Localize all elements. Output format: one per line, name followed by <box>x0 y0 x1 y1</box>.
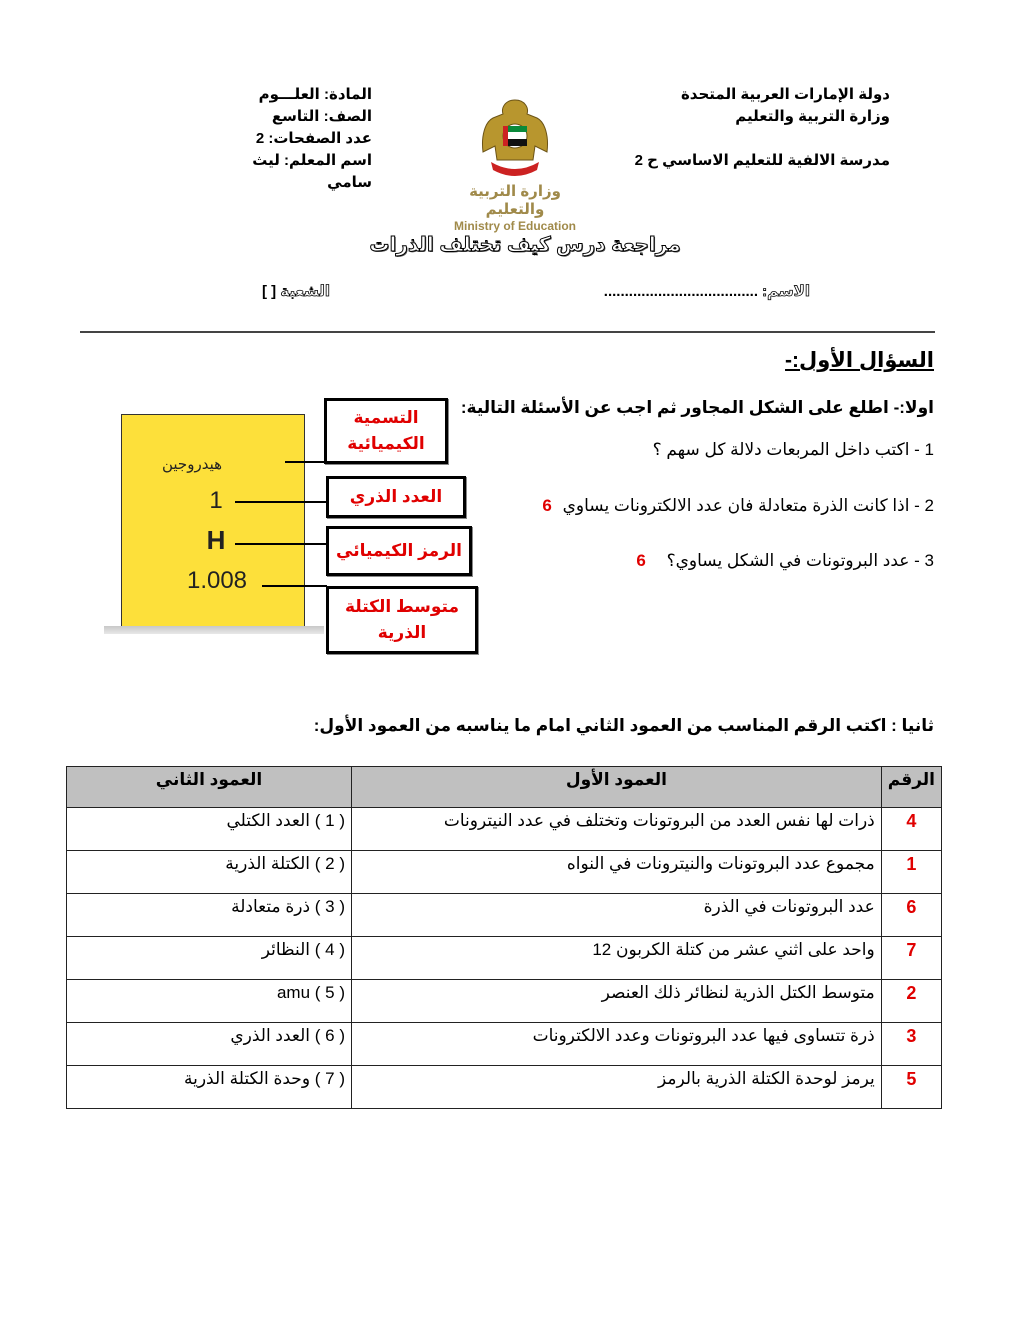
row-answer[interactable]: 2 <box>881 980 941 1023</box>
atomic-mass: 1.008 <box>186 567 248 594</box>
connector-line <box>262 585 327 587</box>
ministry-name: وزارة التربية والتعليم <box>735 108 890 125</box>
matching-table <box>66 766 942 1109</box>
logo-english-text: Ministry of Education <box>453 219 576 233</box>
table-row <box>67 1023 942 1066</box>
student-name-field[interactable] <box>604 282 810 300</box>
row-col2: ( 5 ) amu <box>67 980 352 1023</box>
question1-heading: السؤال الأول:- <box>785 349 934 372</box>
row-col1: واحد على اثني عشر من كتلة الكربون 12 <box>352 937 882 980</box>
section-label: الشعبة <box>280 283 331 300</box>
question1-item: 2 - اذا كانت الذرة متعادلة فان عدد الالكترونات يساوي 6 <box>542 496 934 515</box>
country-name: دولة الإمارات العربية المتحدة <box>680 86 890 103</box>
header-num: الرقم <box>881 767 941 808</box>
row-col2: ( 4 ) النظائر <box>67 937 352 980</box>
header-left <box>212 84 372 194</box>
ministry-logo <box>445 96 585 233</box>
row-col2: ( 3 ) ذرة متعادلة <box>67 894 352 937</box>
row-col1: متوسط الكتل الذرية لنظائر ذلك العنصر <box>352 980 882 1023</box>
subject-label: المادة: العلـــوم <box>258 86 372 103</box>
label-box-atomic-number[interactable]: العدد الذري <box>326 476 466 518</box>
element-symbol: H <box>206 525 226 555</box>
table-row <box>67 937 942 980</box>
answer-value: 6 <box>636 551 646 570</box>
row-answer[interactable]: 7 <box>881 937 941 980</box>
table-row <box>67 808 942 851</box>
row-col1: يرمز لوحدة الكتلة الذرية بالرمز <box>352 1066 882 1109</box>
row-col1: مجموع عدد البروتونات والنيترونات في النواه <box>352 851 882 894</box>
question1-part-a: اولا:- اطلع على الشكل المجاور ثم اجب عن الأسئلة التالية: <box>460 398 934 417</box>
table-row <box>67 1066 942 1109</box>
label-box-chemical-symbol[interactable]: الرمز الكيميائي <box>326 526 472 576</box>
row-col1: ذرة تتساوى فيها عدد البروتونات وعدد الالكترونات <box>352 1023 882 1066</box>
question2-instruction: ثانيا : اكتب الرقم المناسب من العمود الثاني امام ما يناسبه من العمود الأول: <box>313 716 934 735</box>
table-row <box>67 851 942 894</box>
row-answer[interactable]: 1 <box>881 851 941 894</box>
element-card <box>121 414 305 627</box>
question1-item: 1 - اكتب داخل المربعات دلالة كل سهم ؟ <box>652 440 934 459</box>
school-name: مدرسة الالفية للتعليم الاساسي ح 2 <box>634 152 890 169</box>
emblem-icon <box>475 96 555 178</box>
atomic-number: 1 <box>209 487 223 514</box>
pages-label: عدد الصفحات: 2 <box>255 130 372 147</box>
answer-value: 6 <box>542 496 552 515</box>
name-label: الاسم: <box>762 283 810 300</box>
table-header-row <box>67 767 942 808</box>
header-col2: العمود الثاني <box>67 767 352 808</box>
table-row <box>67 894 942 937</box>
row-col2: ( 7 ) وحدة الكتلة الذرية <box>67 1066 352 1109</box>
grade-label: الصف: التاسع <box>271 108 372 125</box>
row-col1: عدد البروتونات في الذرة <box>352 894 882 937</box>
label-box-chemical-name[interactable]: التسمية الكيميائية <box>324 398 448 464</box>
card-shadow <box>104 626 324 634</box>
row-answer[interactable]: 4 <box>881 808 941 851</box>
divider <box>80 331 935 333</box>
header-right <box>630 84 890 172</box>
row-col2: ( 6 ) العدد الذري <box>67 1023 352 1066</box>
row-col1: ذرات لها نفس العدد من البروتونات وتختلف في عدد النيترونات <box>352 808 882 851</box>
row-answer[interactable]: 6 <box>881 894 941 937</box>
logo-arabic-text: وزارة التربية والتعليم <box>469 183 561 218</box>
teacher-label: اسم المعلم: ليث سامي <box>252 152 372 191</box>
connector-line <box>235 543 327 545</box>
section-blank[interactable]: [ ] <box>262 283 277 300</box>
row-answer[interactable]: 3 <box>881 1023 941 1066</box>
page-title: مراجعة درس كيف تختلف الذرات <box>369 234 681 256</box>
element-name: هيدروجين <box>161 456 222 473</box>
name-blank[interactable]: ..................................... <box>603 283 758 300</box>
question1-item: 3 - عدد البروتونات في الشكل يساوي؟ 6 <box>636 551 934 570</box>
row-col2: ( 2 ) الكتلة الذرية <box>67 851 352 894</box>
row-answer[interactable]: 5 <box>881 1066 941 1109</box>
row-col2: ( 1 ) العدد الكتلي <box>67 808 352 851</box>
section-field[interactable] <box>262 282 330 300</box>
connector-line <box>235 501 327 503</box>
label-box-average-atomic-mass[interactable]: متوسط الكتلة الذرية <box>326 586 478 654</box>
header-col1: العمود الأول <box>352 767 882 808</box>
table-row <box>67 980 942 1023</box>
